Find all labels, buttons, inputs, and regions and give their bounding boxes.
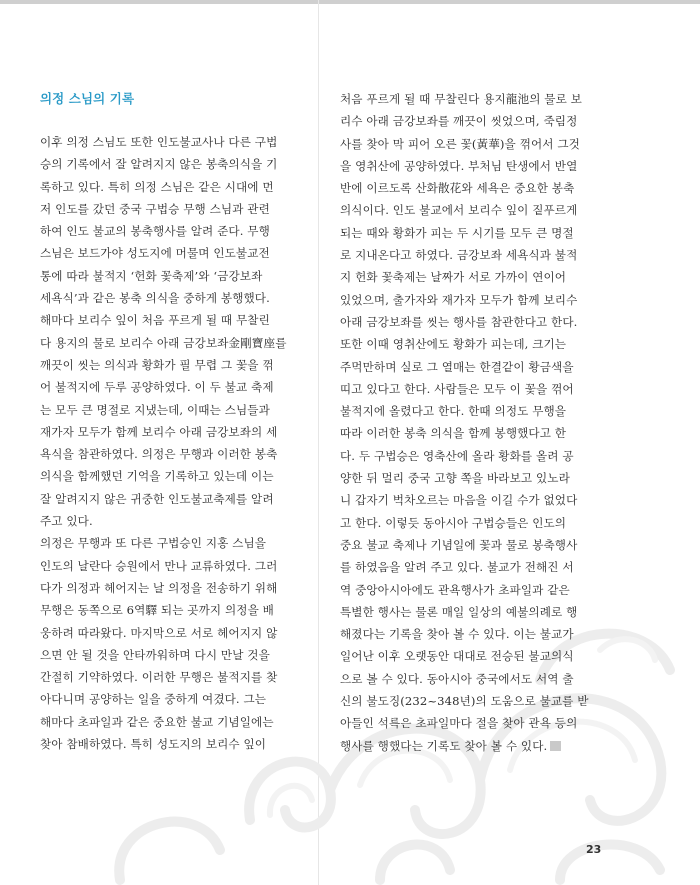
text-line: 다. 두 구법승은 영축산에 올라 황화를 올려 공 [340, 448, 574, 463]
text-line: 신의 불도징(232~348년)의 도움으로 불교를 받 [340, 694, 589, 709]
text-line: 해졌다는 기록을 찾아 볼 수 있다. 이는 불교가 [340, 627, 574, 642]
text-line: 찾아 참배하였다. 특히 성도지의 보리수 잎이 [40, 737, 267, 752]
text-line: 욕식을 참관하였다. 의정은 무행과 이러한 봉축 [40, 447, 278, 462]
text-line: 저 인도를 갔던 중국 구법승 무행 스님과 관련 [40, 201, 270, 216]
text-line: 주먹만하며 실로 그 열매는 한결같이 황금색을 [340, 359, 574, 374]
text-line: 하여 인도 불교의 봉축행사를 알려 준다. 무행 [40, 224, 270, 239]
top-rule [0, 0, 700, 4]
text-line: 주고 있다. [40, 514, 93, 529]
text-line: 사를 찾아 막 피어 오른 꽃(黃華)을 꺾어서 그것 [340, 136, 580, 151]
left-column [40, 88, 308, 755]
text-line: 반에 이르도록 산화散花와 세욕은 중요한 봉축 [340, 181, 575, 196]
text-line: 역 중앙아시아에도 관욕행사가 초파일과 같은 [340, 582, 570, 597]
text-line: 세욕식’과 같은 봉축 의식을 중하게 봉행했다. [40, 291, 270, 306]
section-heading: 의정 스님의 기록 [40, 91, 135, 106]
text-line: 불적지에 올렸다고 한다. 한때 의정도 무행을 [340, 404, 567, 419]
text-line: 는 모두 큰 명절로 지냈는데, 이때는 스님들과 [40, 402, 270, 417]
text-line: 웅하려 따라왔다. 마지막으로 서로 헤어지지 않 [40, 625, 278, 640]
text-line: 해마다 초파일과 같은 중요한 불교 기념일에는 [40, 714, 274, 729]
text-line: 양한 뒤 멀리 중국 고향 쪽을 바라보고 있노라 [340, 471, 570, 486]
text-line: 으면 안 될 것을 안타까워하며 다시 만날 것을 [40, 647, 270, 662]
text-line: 어 불적지에 두루 공양하였다. 이 두 불교 축제 [40, 380, 274, 395]
text-line: 스님은 보드가야 성도지에 머물며 인도불교전 [40, 246, 270, 261]
end-mark-icon [550, 741, 561, 751]
text-line: 승의 기록에서 잘 알려지지 않은 봉축의식을 기 [40, 157, 278, 172]
text-line: 의정은 무행과 또 다른 구법승인 지홍 스님을 [40, 536, 267, 551]
text-line: 띠고 있다고 한다. 사람들은 모두 이 꽃을 꺾어 [340, 381, 574, 396]
right-column [340, 88, 608, 757]
text-line: 무행은 동쪽으로 6역驛 되는 곳까지 의정을 배 [40, 603, 274, 618]
left-column-text [40, 131, 308, 755]
text-line: 간절히 기약하였다. 이러한 무행은 불적지를 찾 [40, 670, 278, 685]
text-line: 따라 이러한 봉축 의식을 함께 봉행했다고 한 [340, 426, 567, 441]
text-line-content: 행사를 행했다는 기록도 찾아 볼 수 있다. [340, 738, 548, 753]
text-line: 을 영취산에 공양하였다. 부처님 탄생에서 반열 [340, 158, 578, 173]
text-line: 깨끗이 씻는 의식과 황화가 필 무렵 그 꽃을 꺾 [40, 357, 274, 372]
text-line: 의식이다. 인도 불교에서 보리수 잎이 짙푸르게 [340, 203, 578, 218]
text-line: 리수 아래 금강보좌를 깨끗이 씻었으며, 죽림정 [340, 114, 578, 129]
text-line: 인도의 날란다 승원에서 만나 교류하였다. 그러 [40, 558, 278, 573]
text-line: 또한 이때 영취산에도 황화가 피는데, 크기는 [340, 337, 567, 352]
text-line: 일어난 이후 오랫동안 대대로 전승된 불교의식 [340, 649, 574, 664]
text-line: 지 헌화 꽃축제는 날짜가 서로 가까이 연이어 [340, 270, 567, 285]
text-line: 이후 의정 스님도 또한 인도불교사나 다른 구법 [40, 135, 278, 149]
text-line: 재가자 모두가 함께 보리수 아래 금강보좌의 세 [40, 424, 278, 439]
text-line: 처음 푸르게 될 때 무찰린다 용지龍池의 물로 보 [340, 92, 582, 106]
text-line: 아다니며 공양하는 일을 중하게 여겼다. 그는 [40, 692, 267, 707]
text-line: 특별한 행사는 물론 매일 일상의 예불의례로 행 [340, 604, 578, 619]
text-line: 록하고 있다. 특히 의정 스님은 같은 시대에 먼 [40, 179, 274, 194]
right-column-text [340, 88, 608, 757]
text-line: 니 갑자기 벅차오르는 마음을 이길 수가 없었다 [340, 493, 578, 508]
text-line: 중요 불교 축제나 기념일에 꽃과 물로 봉축행사 [340, 537, 578, 552]
text-line: 의식을 함께했던 기억을 기록하고 있는데 이는 [40, 469, 274, 484]
page-number: 23 [586, 843, 602, 856]
text-line: 고 한다. 이렇듯 동아시아 구법승들은 인도의 [340, 515, 567, 530]
text-line: 통에 따라 불적지 ‘헌화 꽃축제’와 ‘금강보좌 [40, 268, 263, 283]
text-line: 잘 알려지지 않은 귀중한 인도불교축제를 알려 [40, 491, 274, 506]
text-line: 으로 볼 수 있다. 동아시아 중국에서도 서역 출 [340, 671, 574, 686]
text-line: 해마다 보리수 잎이 처음 푸르게 될 때 무찰린 [40, 313, 270, 328]
text-line: 다 용지의 물로 보리수 아래 금강보좌金剛寶座를 [40, 335, 287, 350]
final-text-line [340, 735, 608, 757]
text-line: 를 하였음을 알려 주고 있다. 불교가 전해진 서 [340, 560, 574, 575]
text-line: 아들인 석륵은 초파일마다 절을 찾아 관욕 등의 [340, 716, 578, 731]
text-line: 다가 의정과 헤어지는 날 의정을 전송하기 위해 [40, 580, 278, 595]
text-line: 되는 때와 황화가 피는 두 시기를 모두 큰 명절 [340, 225, 574, 240]
text-line: 아래 금강보좌를 씻는 행사를 참관한다고 한다. [340, 314, 578, 329]
text-line: 로 지내온다고 하였다. 금강보좌 세욕식과 불적 [340, 248, 578, 263]
text-line: 있었으며, 출가자와 재가자 모두가 함께 보리수 [340, 292, 578, 307]
